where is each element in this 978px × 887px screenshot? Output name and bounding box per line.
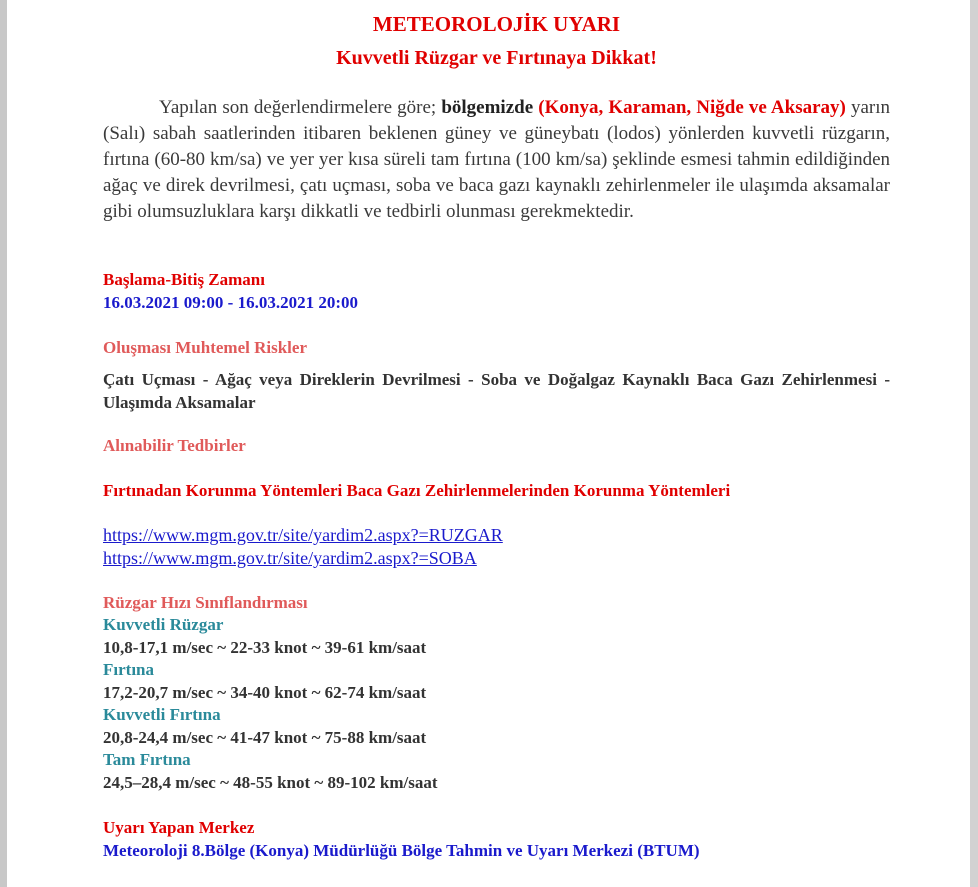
intro-text-2: yarın (Salı) sabah saatlerinden itibaren beklenen güney ve güneybatı (lodos) yönlerden kuvvetli rüzgarın, fırtına (60-80 km/sa) ve yer yer kısa süreli tam fırtına (100 km/sa) şeklinde esmesi tahmin edildiğinden ağaç ve direk devrilmesi, çatı uçması, soba ve baca gazı kaynaklı zehirlenmeler ile ulaşımda aksamalar gibi olumsuzluklara karşı dikkatli ve tedbirli olunması gerekmektedir.: [103, 97, 890, 222]
intro-provinces: (Konya, Karaman, Niğde ve Aksaray): [538, 97, 846, 118]
link-ruzgar[interactable]: https://www.mgm.gov.tr/site/yardim2.aspx?=RUZGAR: [103, 525, 503, 545]
page-edge-left: [0, 0, 7, 887]
intro-paragraph: [103, 95, 890, 225]
timing-label: Başlama-Bitiş Zamanı: [103, 270, 265, 289]
risks-text: Çatı Uçması - Ağaç veya Direklerin Devrilmesi - Soba ve Doğalgaz Kaynaklı Baca Gazı Zehirlenmesi - Ulaşımda Aksamalar: [103, 370, 890, 412]
measures-methods: Fırtınadan Korunma Yöntemleri Baca Gazı Zehirlenmelerinden Korunma Yöntemleri: [103, 481, 731, 500]
page-edge-right: [970, 0, 978, 887]
document-subtitle: Kuvvetli Rüzgar ve Fırtınaya Dikkat!: [336, 47, 657, 69]
timing-value: 16.03.2021 09:00 - 16.03.2021 20:00: [103, 293, 358, 312]
document-title: METEOROLOJİK UYARI: [372, 12, 621, 36]
center-name: Meteoroloji 8.Bölge (Konya) Müdürlüğü Bölge Tahmin ve Uyarı Merkezi (BTUM): [103, 841, 700, 860]
class-value-1: 10,8-17,1 m/sec ~ 22-33 knot ~ 39-61 km/saat: [103, 638, 427, 657]
link-soba[interactable]: https://www.mgm.gov.tr/site/yardim2.aspx?=SOBA: [103, 548, 477, 568]
risks-label: Oluşması Muhtemel Riskler: [103, 338, 307, 357]
class-value-3: 20,8-24,4 m/sec ~ 41-47 knot ~ 75-88 km/saat: [103, 728, 427, 747]
class-value-2: 17,2-20,7 m/sec ~ 34-40 knot ~ 62-74 km/saat: [103, 683, 427, 702]
intro-text-1: Yapılan son değerlendirmelere göre;: [159, 97, 442, 118]
class-value-4: 24,5–28,4 m/sec ~ 48-55 knot ~ 89-102 km/saat: [103, 773, 438, 792]
center-label: Uyarı Yapan Merkez: [103, 818, 255, 837]
class-name-3: Kuvvetli Fırtına: [103, 705, 221, 724]
class-name-4: Tam Fırtına: [103, 750, 191, 769]
class-name-2: Fırtına: [103, 660, 154, 679]
class-name-1: Kuvvetli Rüzgar: [103, 615, 224, 634]
measures-label: Alınabilir Tedbirler: [103, 436, 246, 455]
intro-region-word: bölgemizde: [441, 97, 534, 118]
classification-label: Rüzgar Hızı Sınıflandırması: [103, 593, 308, 612]
